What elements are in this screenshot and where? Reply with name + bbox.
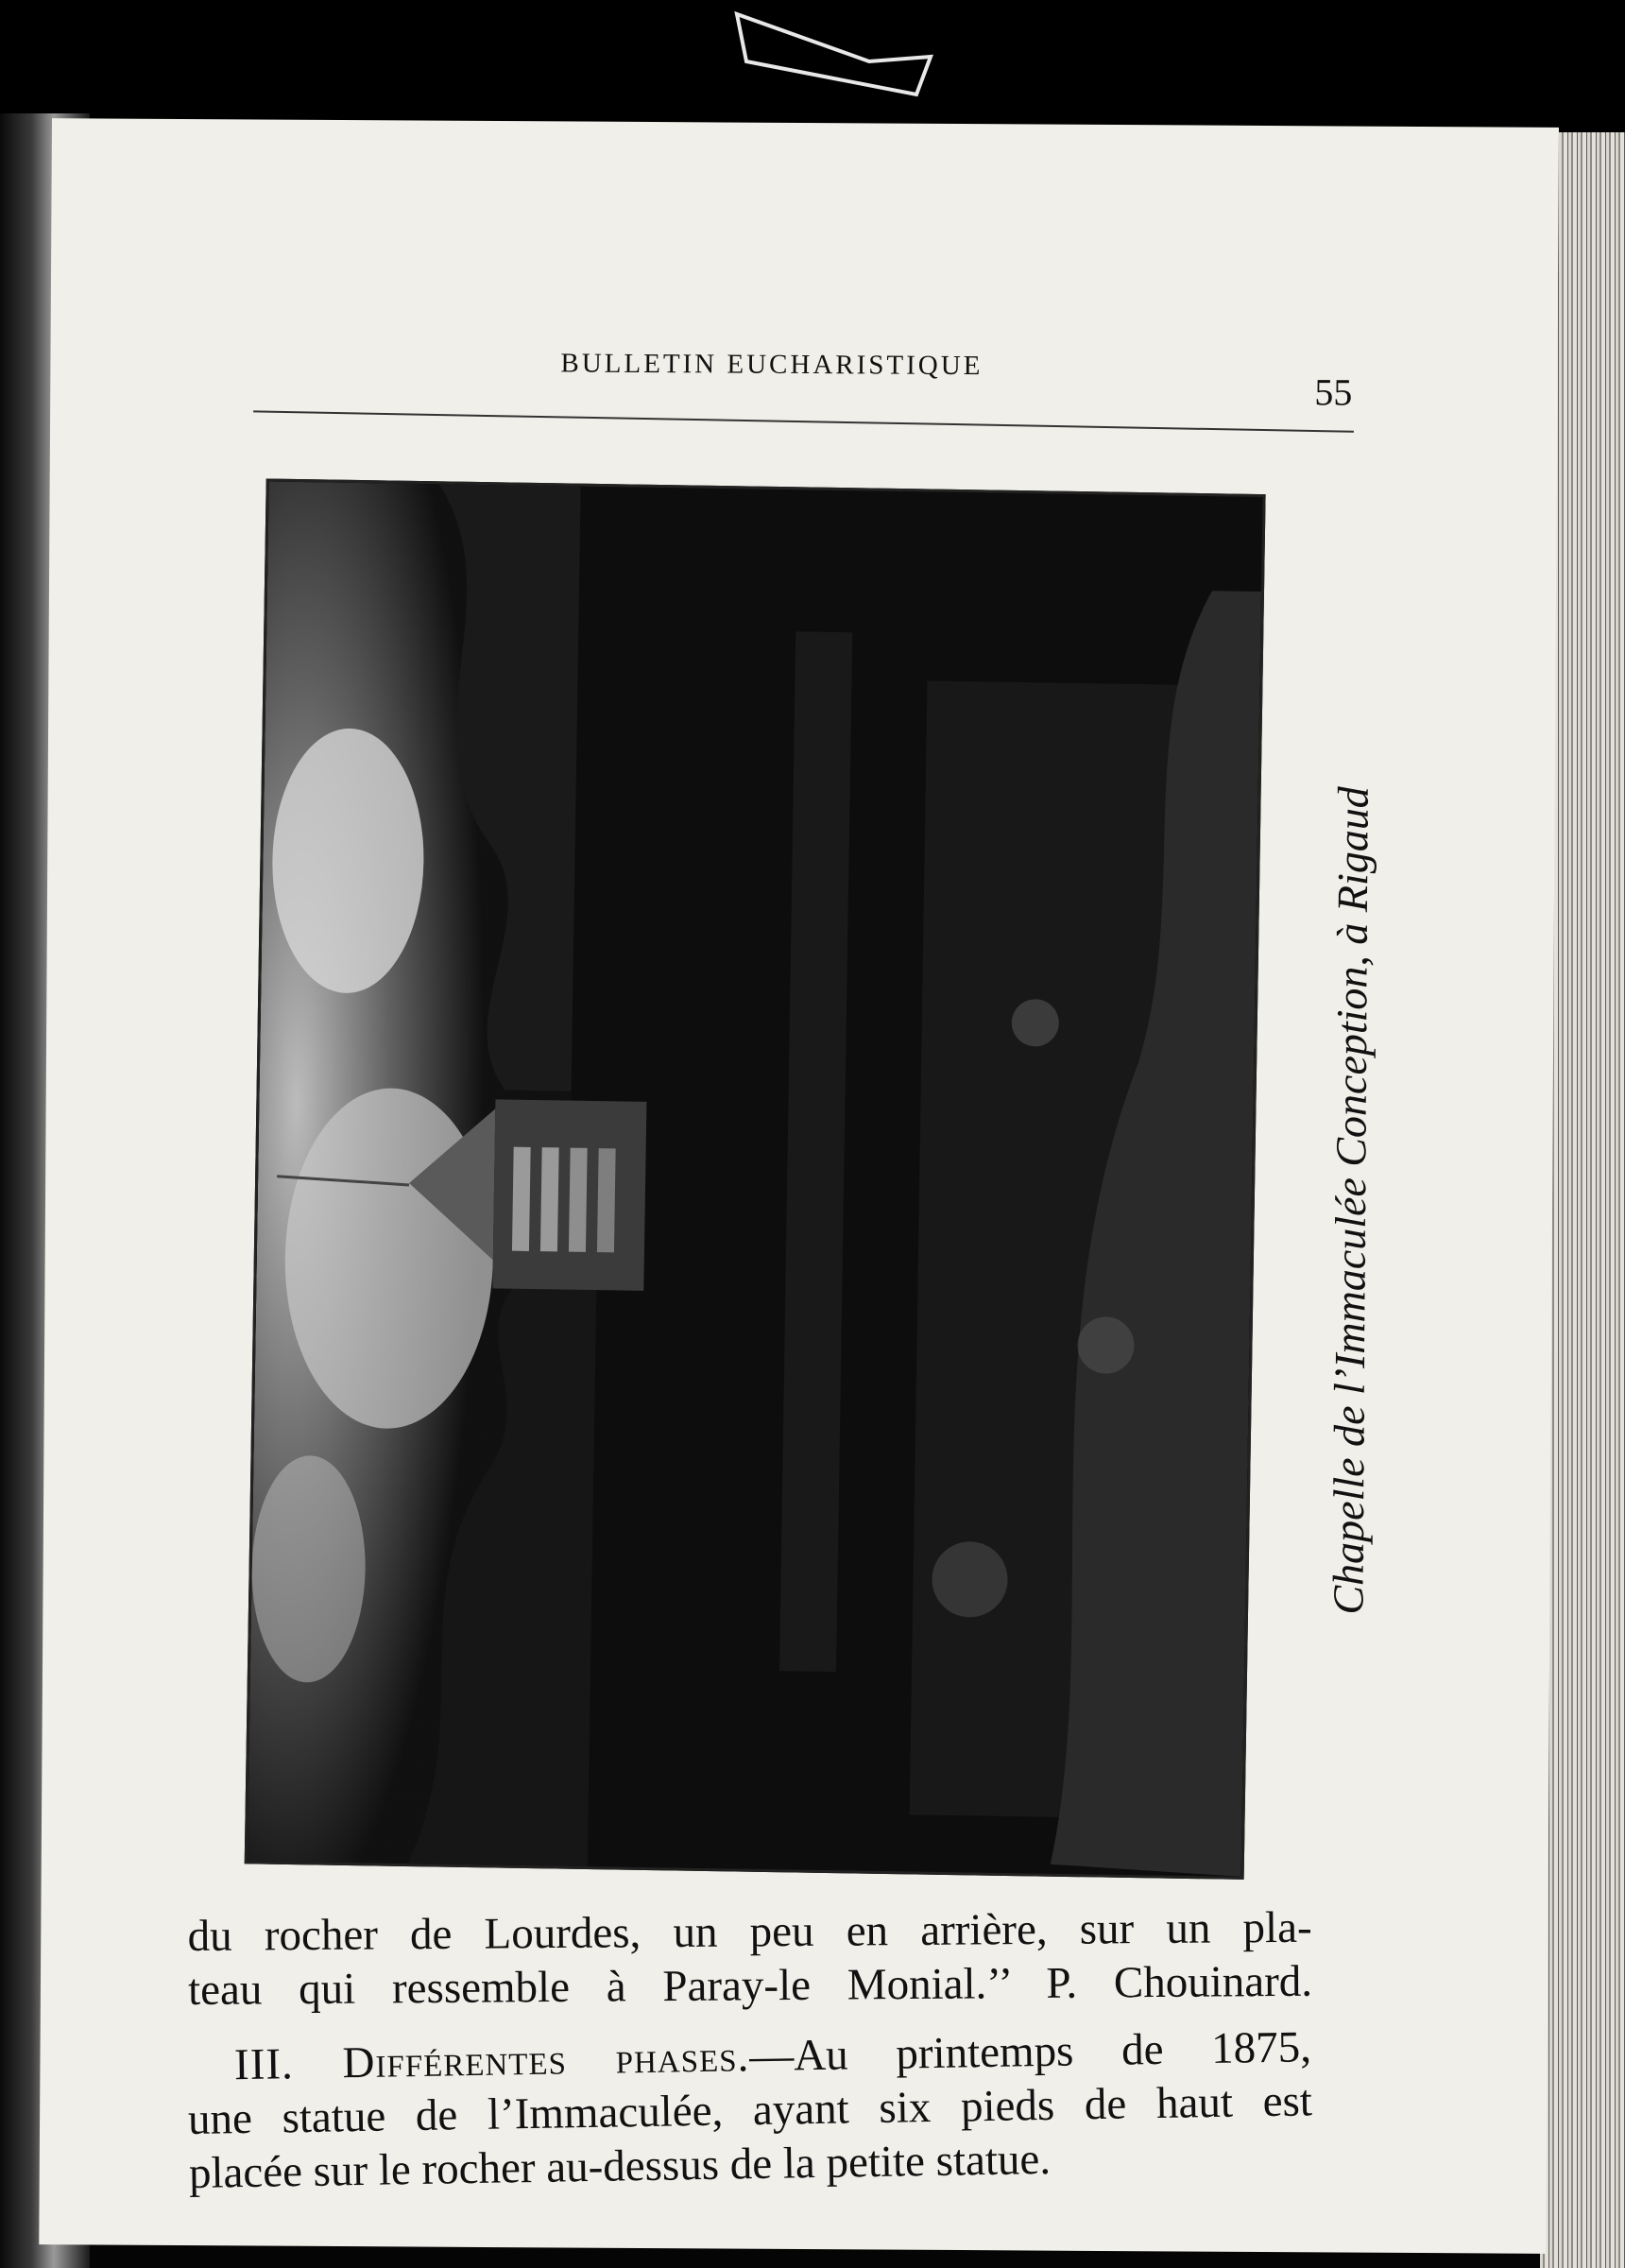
body-paragraph-2 [187, 2020, 1314, 2201]
section-heading: III. Différentes phases. [233, 2032, 750, 2090]
running-head: BULLETIN EUCHARISTIQUE [560, 348, 984, 382]
figure-caption: Chapelle de l’Immaculée Conception, à Rigaud [1324, 786, 1377, 1615]
photo-plate [245, 478, 1266, 1879]
bookmark-tab [727, 5, 945, 109]
para2-line1-text: —Au printemps de 1875, [748, 2022, 1312, 2082]
para2-line3: placée sur le rocher au-dessus de la petite statue. [188, 2134, 1052, 2199]
para1-line2: teau qui ressemble à Paray-le Monial.’’ P. Chouinard. [187, 1956, 1313, 2016]
page-number: 55 [1314, 370, 1353, 414]
para2-line2: une statue de l’Immaculée, ayant six pieds de haut est [187, 2076, 1313, 2145]
book-page [39, 118, 1559, 2254]
chapel-photograph [248, 482, 1263, 1877]
body-paragraph-1 [187, 1901, 1312, 2018]
para1-line1: du rocher de Lourdes, un peu en arrière, sur un pla- [187, 1902, 1312, 1962]
header-rule [253, 410, 1354, 432]
